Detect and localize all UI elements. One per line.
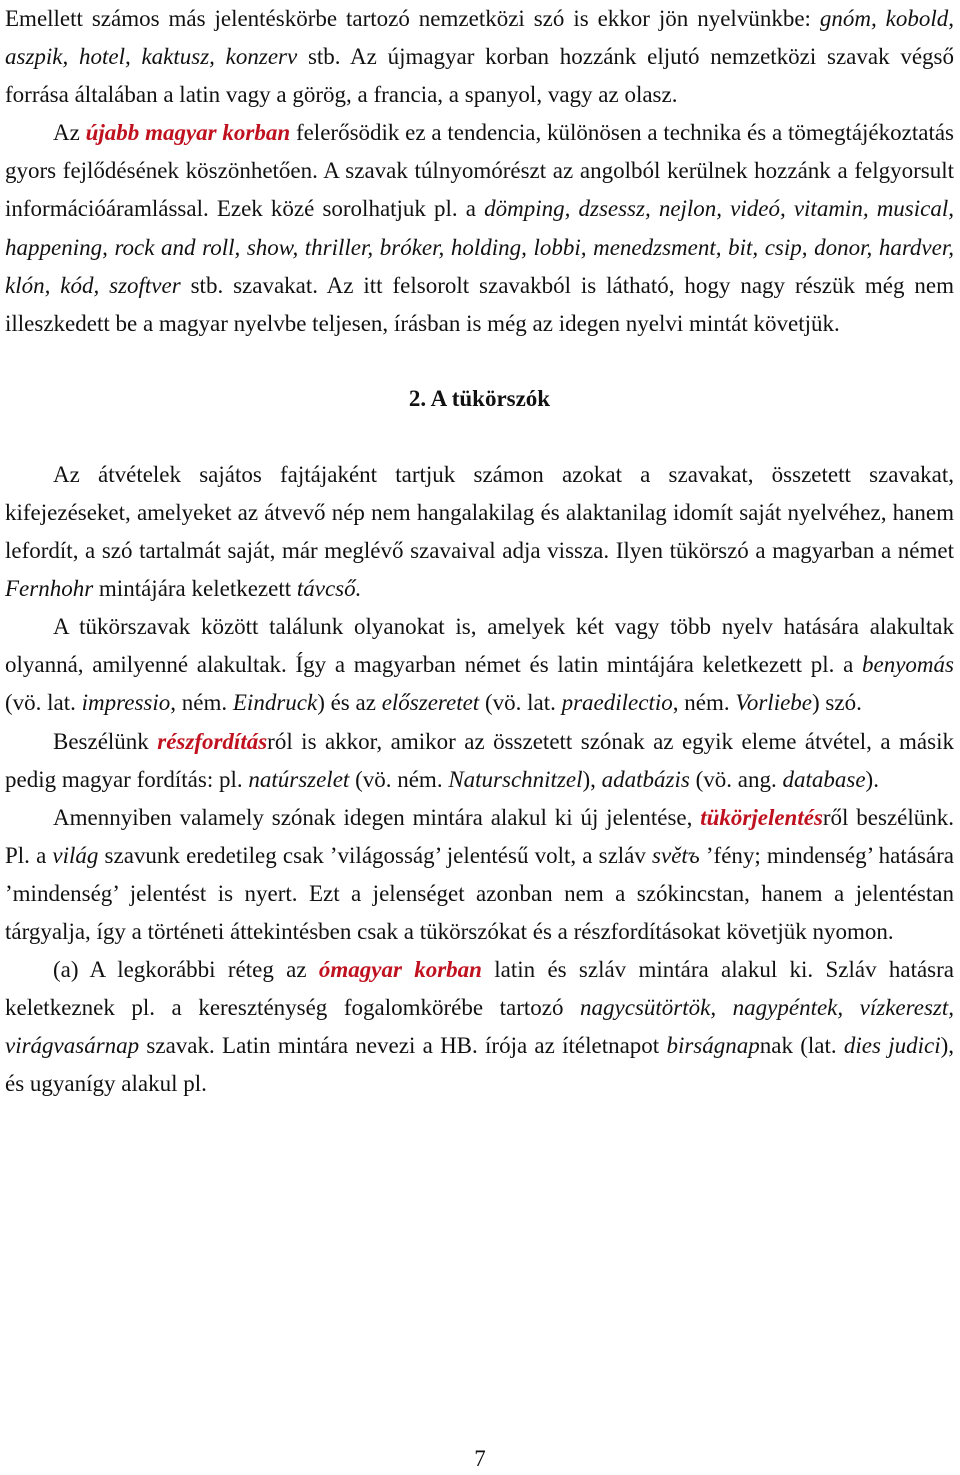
text-run: (vö. ang. (689, 766, 783, 792)
text-run: latin és szláv mintára alakul ki. Szláv hatásra keletkeznek pl. a kereszténység fogalomkörébe tartozó (5, 957, 955, 1021)
text-run: ról is akkor, amikor az összetett szónak az egyik eleme átvétel, a másik pedig magyar fordítás: pl. (5, 728, 954, 792)
text-run: ) szó. (812, 690, 862, 716)
italic-term: Vorliebe (735, 690, 813, 716)
highlighted-term: ómagyar korban (318, 957, 482, 983)
text-run: Az (53, 120, 86, 146)
italic-term: birságnap (666, 1033, 760, 1059)
text-run: felerősödik ez a tendencia, különösen a technika és a tömegtájékoztatás gyors fejlődésének köszönhetően. A szavak túlnyomórészt az angolból kerülnek hozzánk a felgyorsult információáramlással. Ezek közé sorolhatjuk pl. a (5, 120, 954, 222)
italic-term: natúrszelet (248, 766, 350, 792)
paragraph-partial-translation (5, 723, 954, 799)
italic-term: Naturschnitzel (448, 766, 583, 792)
text-run: A tükörszavak között találunk olyanokat is, amelyek két vagy több nyelv hatására alakultak olyanná, amilyenné alakultak. Így a magyarban német és latin mintájára keletkezett pl. a (5, 614, 954, 678)
italic-term: dömping, dzsessz, nejlon, videó, vitamin, musical, happening, rock and roll, show, thriller, bróker, holding, lobbi, menedzsment, bit, csip, donor, hardver, klón, kód, szoftver (5, 196, 954, 298)
italic-term: távcső. (296, 576, 362, 602)
text-run: nak (lat. (759, 1033, 844, 1059)
text-run: stb. Az újmagyar korban hozzánk eljutó nemzetközi szavak végső forrása általában a latin vagy a görög, a francia, a spanyol, vagy az olasz. (5, 44, 954, 108)
text-run: ről beszélünk. Pl. a (5, 804, 954, 868)
italic-term: impressio (81, 690, 171, 716)
paragraph-newer-hungarian-era (5, 114, 954, 343)
text-run: Amennyiben valamely szónak idegen mintára alakul ki új jelentése, (53, 804, 701, 830)
text-run: (a) A legkorábbi réteg az (53, 957, 319, 983)
paragraph-calque-definition (5, 456, 954, 608)
text-run: stb. szavakat. Az itt felsorolt szavakból is látható, hogy nagy részük még nem illeszkedett be a magyar nyelvbe teljesen, írásban is még az idegen nyelvi mintát követjük. (5, 272, 954, 336)
text-run: ), és ugyanígy alakul pl. (5, 1033, 955, 1097)
italic-term: světъ (652, 842, 700, 868)
text-run: szavak. Latin mintára nevezi a HB. írója az ítéletnapot (139, 1033, 667, 1059)
italic-term: adatbázis (601, 766, 690, 792)
highlighted-term: részfordítás (157, 728, 268, 754)
highlighted-term: újabb magyar korban (85, 120, 291, 146)
italic-term: előszeretet (381, 690, 480, 716)
italic-term: dies judici (843, 1033, 941, 1059)
text-run: (vö. lat. (479, 690, 562, 716)
text-run: Beszélünk (53, 728, 158, 754)
paragraph-old-hungarian-era (5, 951, 954, 1103)
italic-term: benyomás (862, 652, 954, 678)
italic-term: database (782, 766, 866, 792)
text-run: ’fény; mindenség’ hatására ’mindenség’ jelentést is nyert. Ezt a jelenséget azonban nem a szókincstan, hanem a jelentéstan tárgyalja, így a történeti áttekintésben csak a tükörszókat és a részfordításokat követjük nyomon. (5, 842, 955, 944)
italic-term: gnóm, kobold, aszpik, hotel, kaktusz, konzerv (5, 6, 954, 70)
italic-term: Eindruck (232, 690, 318, 716)
italic-term: világ (52, 842, 99, 868)
text-run: (vö. ném. (349, 766, 449, 792)
paragraph-multi-language-calques (5, 608, 954, 722)
italic-term: Fernhohr (5, 576, 94, 602)
document-body (5, 0, 954, 1103)
text-run: (vö. lat. (5, 690, 82, 716)
page-number: 7 (474, 1446, 486, 1471)
italic-term: nagycsütörtök, nagypéntek, vízkereszt, virágvasárnap (5, 995, 954, 1059)
section-heading: 2. A tükörszók (408, 385, 551, 411)
text-run: mintájára keletkezett (93, 576, 297, 602)
italic-term: praedilectio (561, 690, 673, 716)
paragraph-international-words (5, 0, 954, 114)
highlighted-term: tükörjelentés (700, 804, 823, 830)
text-run: szavunk eredetileg csak ’világosság’ jelentésű volt, a szláv (98, 842, 653, 868)
text-run: ). (865, 766, 879, 792)
text-run: Emellett számos más jelentéskörbe tartozó nemzetközi szó is ekkor jön nyelvünkbe: (5, 6, 820, 31)
text-run: , ném. (170, 690, 233, 716)
text-run: , ném. (672, 690, 736, 716)
text-run: ), (582, 766, 602, 792)
text-run: ) és az (317, 690, 382, 716)
paragraph-semantic-calque (5, 799, 954, 951)
text-run: Az átvételek sajátos fajtájaként tartjuk számon azokat a szavakat, összetett szavakat, kifejezéseket, amelyeket az átvevő nép nem hangalakilag és alaktanilag idomít saját nyelvéhez, hanem lefordít, a szó tartalmát saját, már meglévő szavaival adja vissza. Ilyen tükörszó a magyarban a német (5, 461, 954, 564)
